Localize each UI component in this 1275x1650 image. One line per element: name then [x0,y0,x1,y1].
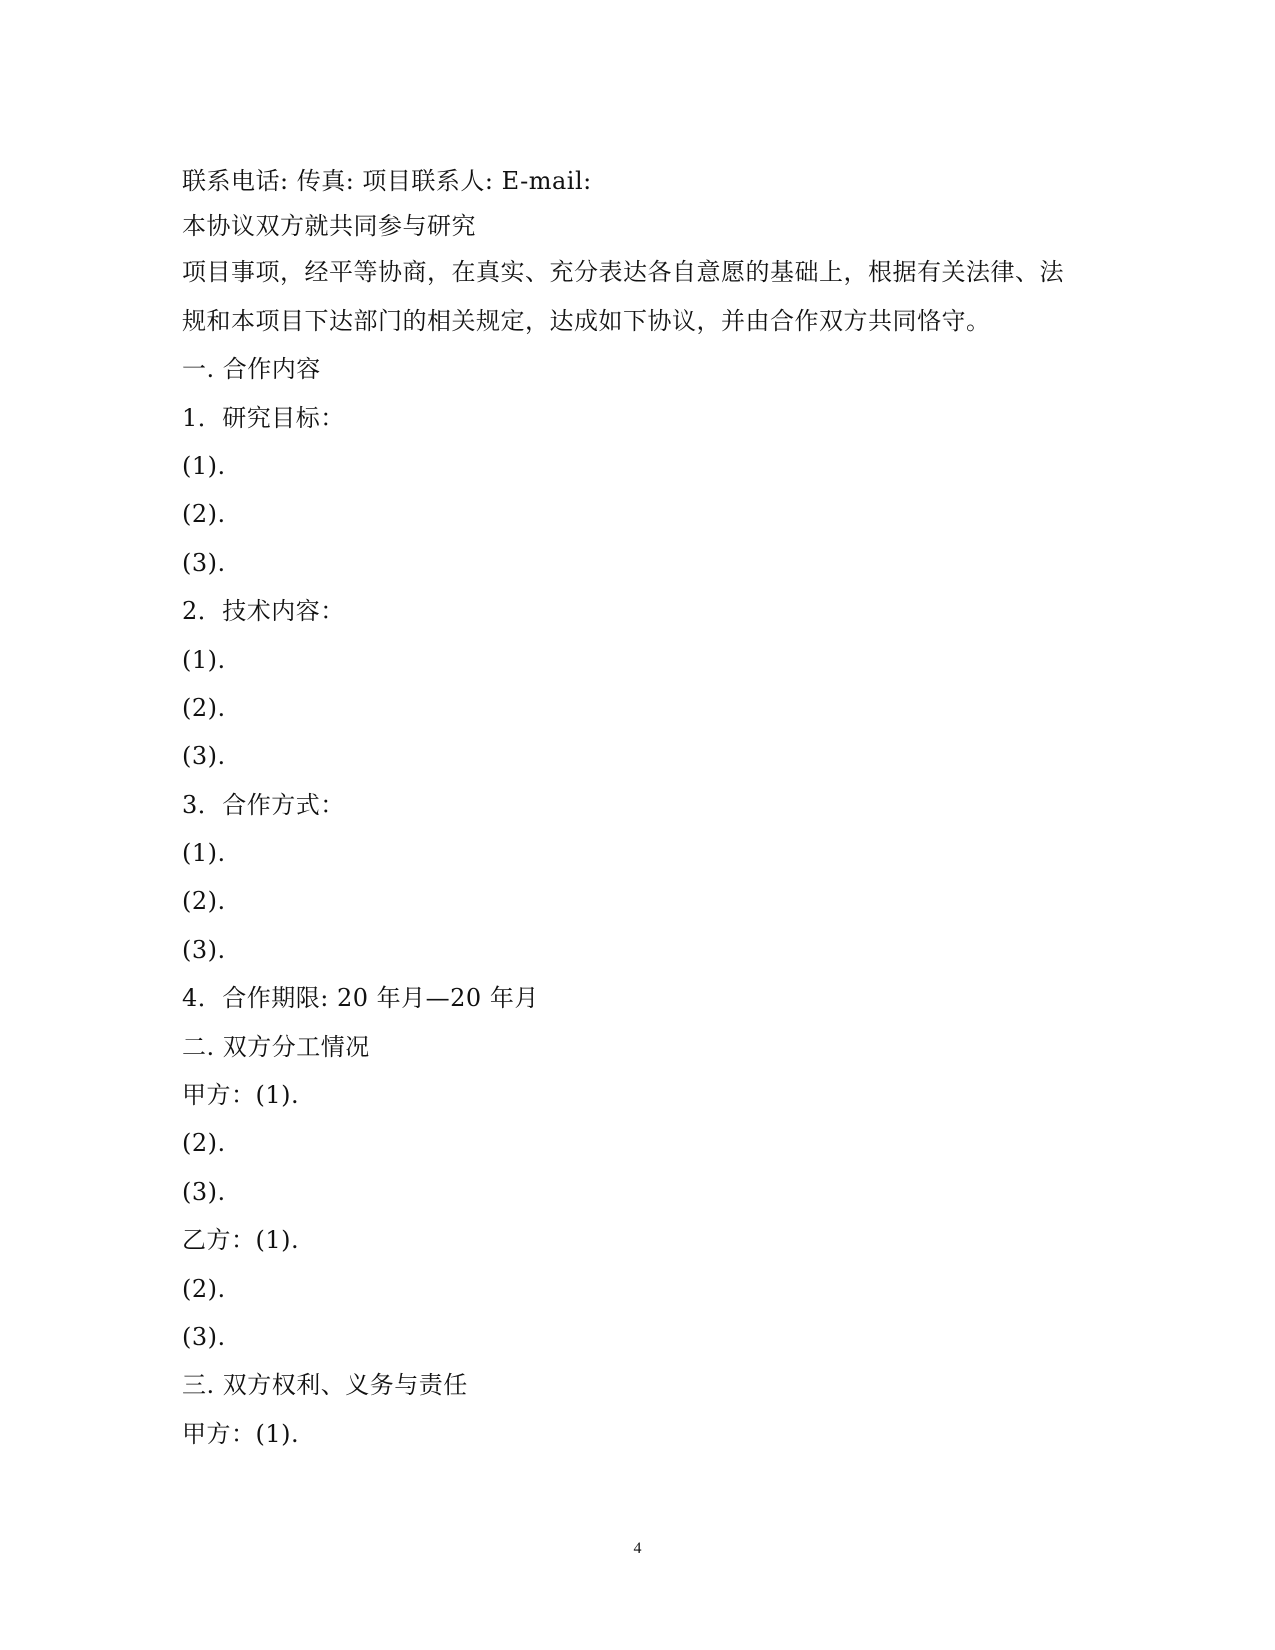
document-body [182,157,1092,1458]
section-heading-division-of-work: 二. 双方分工情况 [182,1032,370,1061]
agreement-intro-line: 本协议双方就共同参与研究 [182,212,476,241]
list-item: (2). [182,1129,226,1158]
contact-info-line: 联系电话: 传真: 项目联系人: E-mail: [182,167,592,195]
list-item: (2). [182,1274,226,1303]
section-heading-cooperation-content: 一. 合作内容 [182,355,321,384]
list-item: (3). [182,1322,226,1351]
list-item: (3). [182,548,226,577]
party-a-list-item: 甲方：(1). [182,1419,300,1448]
list-item: (1). [182,839,226,868]
agreement-paragraph-line-1: 项目事项，经平等协商，在真实、充分表达各自意愿的基础上，根据有关法律、法 [182,258,1064,287]
list-item: (1). [182,451,226,480]
agreement-paragraph-line-2: 规和本项目下达部门的相关规定，达成如下协议，并由合作双方共同恪守。 [182,306,991,335]
list-item: (2). [182,693,226,722]
list-item: (2). [182,500,226,529]
list-item: (1). [182,645,226,674]
subheading-technical-content: 2．技术内容： [182,597,345,626]
list-item: (3). [182,742,226,771]
subheading-cooperation-method: 3．合作方式： [182,790,345,819]
section-heading-rights-obligations: 三. 双方权利、义务与责任 [182,1371,468,1400]
list-item: (3). [182,935,226,964]
list-item: (3). [182,1177,226,1206]
subheading-research-goals: 1．研究目标： [182,403,345,432]
list-item: (2). [182,887,226,916]
party-b-list-item: 乙方：(1). [182,1226,300,1255]
party-a-list-item: 甲方：(1). [182,1081,300,1110]
page-number: 4 [633,1540,642,1557]
subheading-cooperation-period: 4．合作期限: 20 年月—20 年月 [182,984,539,1013]
